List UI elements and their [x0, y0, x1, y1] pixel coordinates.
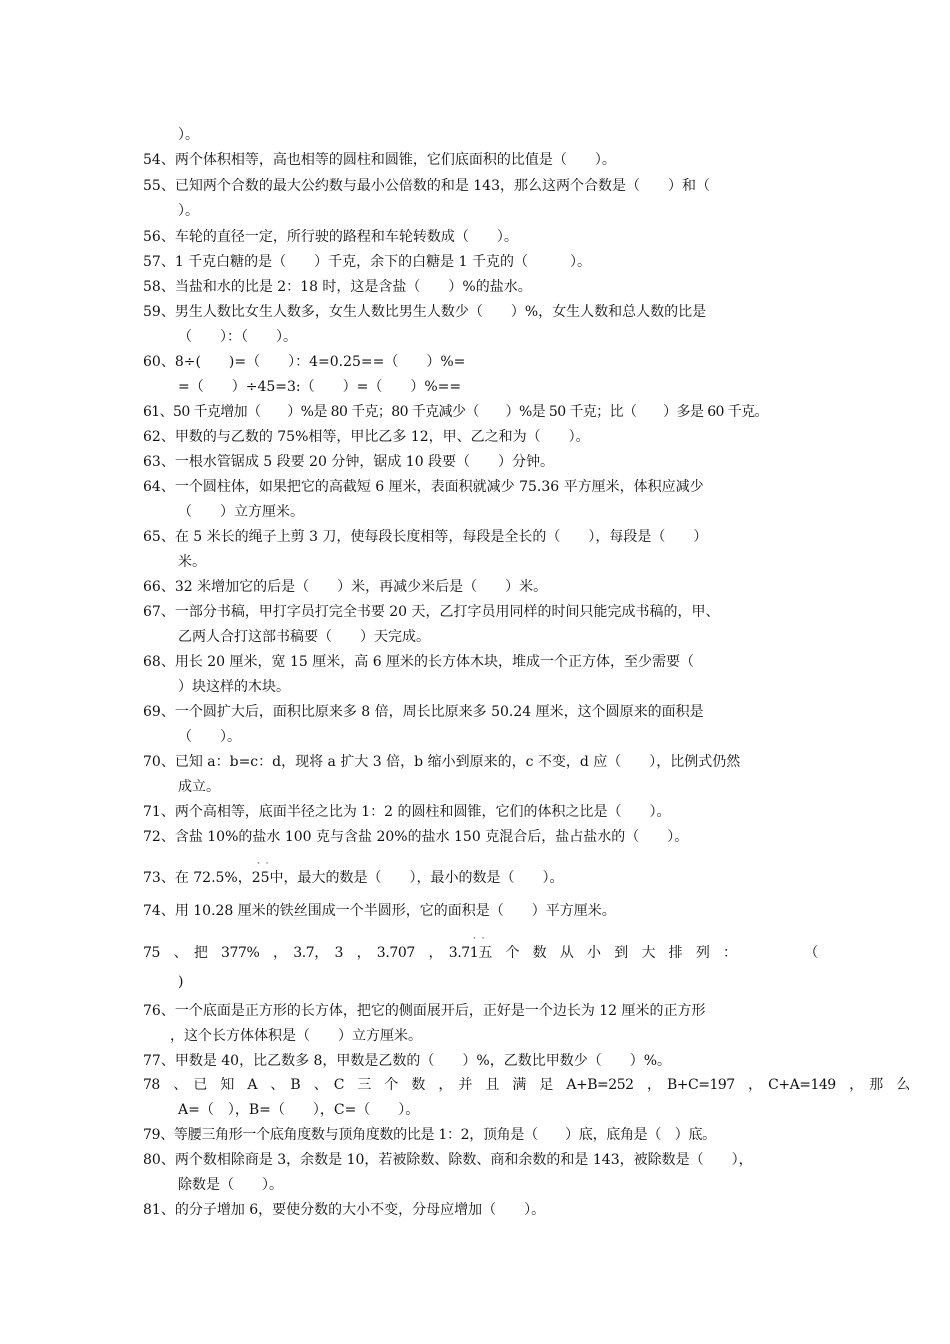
- question-65: 65、在 5 米长的绳子上剪 3 刀，使每段长度相等，每段是全长的（ ），每段是（ ）: [143, 529, 708, 545]
- question-69: 69、一个圆扩大后，面积比原来多 8 倍，周长比原来多 50.24 厘米，这个圆原来的面积是: [143, 704, 704, 720]
- text-line: 成立。: [178, 779, 220, 795]
- text-line: ，这个长方体体积是（ ）立方厘米。: [170, 1028, 422, 1044]
- question-59: 59、男生人数比女生人数多，女生人数比男生人数少（ ）%，女生人数和总人数的比是: [143, 304, 707, 320]
- question-64: 64、一个圆柱体，如果把它的高截短 6 厘米，表面积就减少 75.36 平方厘米，体积应减少: [143, 479, 704, 495]
- question-61: 61、50 千克增加（ ）%是 80 千克；80 千克减少（ ）%是 50 千克；比（ ）多是 60 千克。: [143, 404, 768, 420]
- question-66: 66、32 米增加它的后是（ ）米，再减少米后是（ ）米。: [143, 579, 548, 595]
- question-72: 72、含盐 10%的盐水 100 克与含盐 20%的盐水 150 克混合后，盐占盐水的（ ）。: [143, 829, 689, 845]
- question-54: 54、两个体积相等，高也相等的圆柱和圆锥，它们底面积的比值是（ ）。: [143, 152, 616, 168]
- text-line: 除数是（ ）。: [178, 1177, 283, 1193]
- question-67: 67、一部分书稿，甲打字员打完全书要 20 天，乙打字员用同样的时间只能完成书稿的，甲、: [143, 604, 720, 620]
- text-line: （ ）：（ ）。: [178, 329, 297, 345]
- text-line: （ ）立方厘米。: [178, 504, 304, 520]
- repeating-decimal-dots: · ·: [257, 859, 269, 869]
- text-line: ): [178, 974, 184, 990]
- question-70: 70、已知 a：b=c：d，现将 a 扩大 3 倍，b 缩小到原来的，c 不变，d 应（ ），比例式仍然: [143, 754, 741, 770]
- text-line: ）。: [178, 127, 199, 143]
- question-76: 76、一个底面是正方形的长方体，把它的侧面展开后，正好是一个边长为 12 厘米的正方形: [143, 1003, 706, 1019]
- text-line: =（ ）÷45=3:（ ）=（ ）%==: [178, 379, 462, 395]
- question-60: 60、8÷( )=（ ）：4=0.25==（ ）%=: [143, 354, 466, 370]
- text-line: 米。: [178, 554, 206, 570]
- question-55: 55、已知两个合数的最大公约数与最小公倍数的和是 143，那么这两个合数是（ ）和（: [143, 178, 710, 194]
- question-80: 80、两个数相除商是 3，余数是 10，若被除数、除数、商和余数的和是 143，被除数是（ ），: [143, 1152, 753, 1168]
- text-line: A=（ ），B=（ ），C=（ ）。: [178, 1102, 420, 1118]
- question-68: 68、用长 20 厘米，宽 15 厘米，高 6 厘米的长方体木块，堆成一个正方体，至少需要（: [143, 654, 695, 670]
- repeating-decimal-dots: · ·: [473, 934, 485, 944]
- question-73: 73、在 72.5%，25中，最大的数是（ ），最小的数是（ ）。: [143, 870, 564, 886]
- question-77: 77、甲数是 40，比乙数多 8，甲数是乙数的（ ）%，乙数比甲数少（ ）%。: [143, 1053, 672, 1069]
- question-79: 79、等腰三角形一个底角度数与顶角度数的比是 1：2，顶角是（ ）底，底角是（ ）底。: [143, 1127, 716, 1143]
- text-line: ）块这样的木块。: [178, 679, 290, 695]
- text-line: ）。: [178, 203, 199, 219]
- text-line: 乙两人合打这部书稿要（ ）天完成。: [178, 629, 430, 645]
- question-57: 57、1 千克白糖的是（ ）千克，余下的白糖是 1 千克的（ ）。: [143, 254, 591, 270]
- question-71: 71、两个高相等，底面半径之比为 1：2 的圆柱和圆锥，它们的体积之比是（ ）。: [143, 804, 671, 820]
- question-81: 81、的分子增加 6，要使分数的大小不变，分母应增加（ ）。: [143, 1202, 546, 1218]
- question-75: 75 、 把 377% ， 3.7， 3 ， 3.707 ， 3.71五 个 数 从 小 到 大 排 列 ： （: [143, 945, 818, 961]
- question-63: 63、一根水管锯成 5 段要 20 分钟，锯成 10 段要（ ）分钟。: [143, 454, 555, 470]
- question-62: 62、甲数的与乙数的 75%相等，甲比乙多 12，甲、乙之和为（ ）。: [143, 429, 590, 445]
- question-74: 74、用 10.28 厘米的铁丝围成一个半圆形，它的面积是（ ）平方厘米。: [143, 903, 616, 919]
- question-56: 56、车轮的直径一定，所行驶的路程和车轮转数成（ ）。: [143, 229, 518, 245]
- question-58: 58、当盐和水的比是 2：18 时，这是含盐（ ）%的盐水。: [143, 279, 532, 295]
- text-line: （ ）。: [178, 729, 241, 745]
- question-78: 78 、 已 知 A 、 B 、 C 三 个 数 ， 并 且 满 足 A+B=252 ， B+C=197 ， C+A=149 ， 那 么: [143, 1077, 910, 1093]
